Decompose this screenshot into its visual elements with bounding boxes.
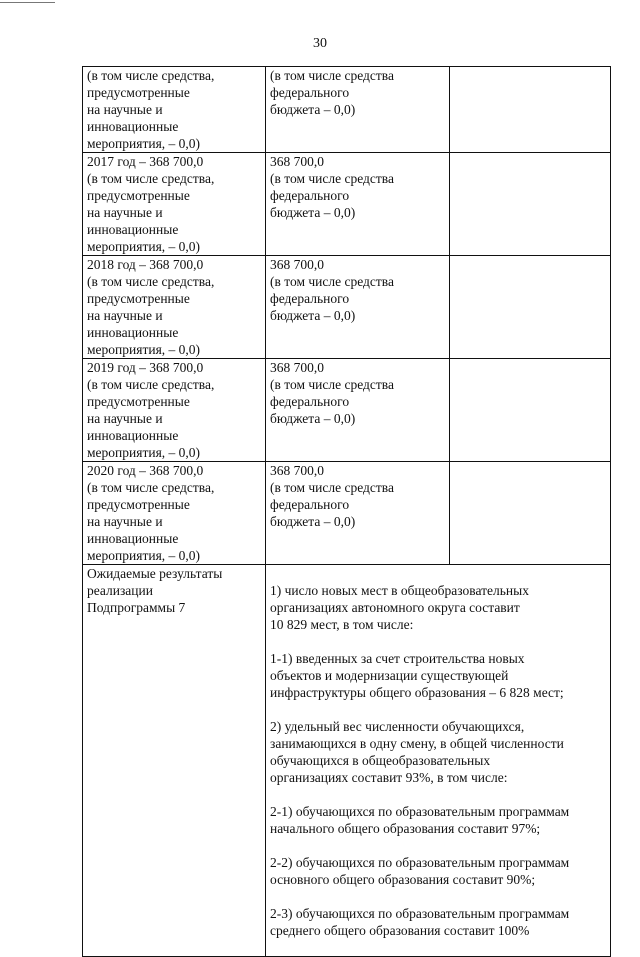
empty-cell [450,462,611,565]
table-row [83,462,611,565]
table-row [83,256,611,359]
empty-cell [450,153,611,256]
funding-total-cell: 2017 год – 368 700,0 (в том числе средства, предусмотренные на научные и инновационные мероприятия, – 0,0) [83,153,266,256]
result-item: 2) удельный вес численности обучающихся, занимающихся в одну смену, в общей численности обучающихся в общеобразовательных организациях составит 93%, в том числе: [270,719,564,785]
table-row [83,67,611,153]
table-row [83,153,611,256]
empty-cell [450,256,611,359]
page-number: 30 [313,36,327,51]
result-item: 1-1) введенных за счет строительства новых объектов и модернизации существующей инфраструктуры общего образования – 6 828 мест; [270,651,564,700]
funding-table [82,66,611,957]
table-row [83,359,611,462]
scan-corner-mark [0,2,55,3]
result-item: 2-1) обучающихся по образовательным программам начального общего образования составит 97%; [270,804,570,836]
result-item: 2-2) обучающихся по образовательным программам основного общего образования составит 90%; [270,855,570,887]
funding-total-cell: 2019 год – 368 700,0 (в том числе средства, предусмотренные на научные и инновационные мероприятия, – 0,0) [83,359,266,462]
results-content-cell [266,565,611,957]
federal-budget-cell: 368 700,0 (в том числе средства федерального бюджета – 0,0) [266,359,450,462]
funding-total-cell: 2020 год – 368 700,0 (в том числе средства, предусмотренные на научные и инновационные мероприятия, – 0,0) [83,462,266,565]
results-label-cell: Ожидаемые результаты реализации Подпрограммы 7 [83,565,266,957]
federal-budget-cell: 368 700,0 (в том числе средства федерального бюджета – 0,0) [266,462,450,565]
federal-budget-cell: 368 700,0 (в том числе средства федерального бюджета – 0,0) [266,256,450,359]
federal-budget-cell: 368 700,0 (в том числе средства федерального бюджета – 0,0) [266,153,450,256]
empty-cell [450,67,611,153]
funding-total-cell: (в том числе средства, предусмотренные на научные и инновационные мероприятия, – 0,0) [83,67,266,153]
result-item: 2-3) обучающихся по образовательным программам среднего общего образования составит 100% [270,906,570,938]
empty-cell [450,359,611,462]
federal-budget-cell: (в том числе средства федерального бюджета – 0,0) [266,67,450,153]
result-item: 1) число новых мест в общеобразовательных организациях автономного округа составит 10 829 мест, в том числе: [270,583,529,632]
funding-total-cell: 2018 год – 368 700,0 (в том числе средства, предусмотренные на научные и инновационные мероприятия, – 0,0) [83,256,266,359]
results-row [83,565,611,957]
